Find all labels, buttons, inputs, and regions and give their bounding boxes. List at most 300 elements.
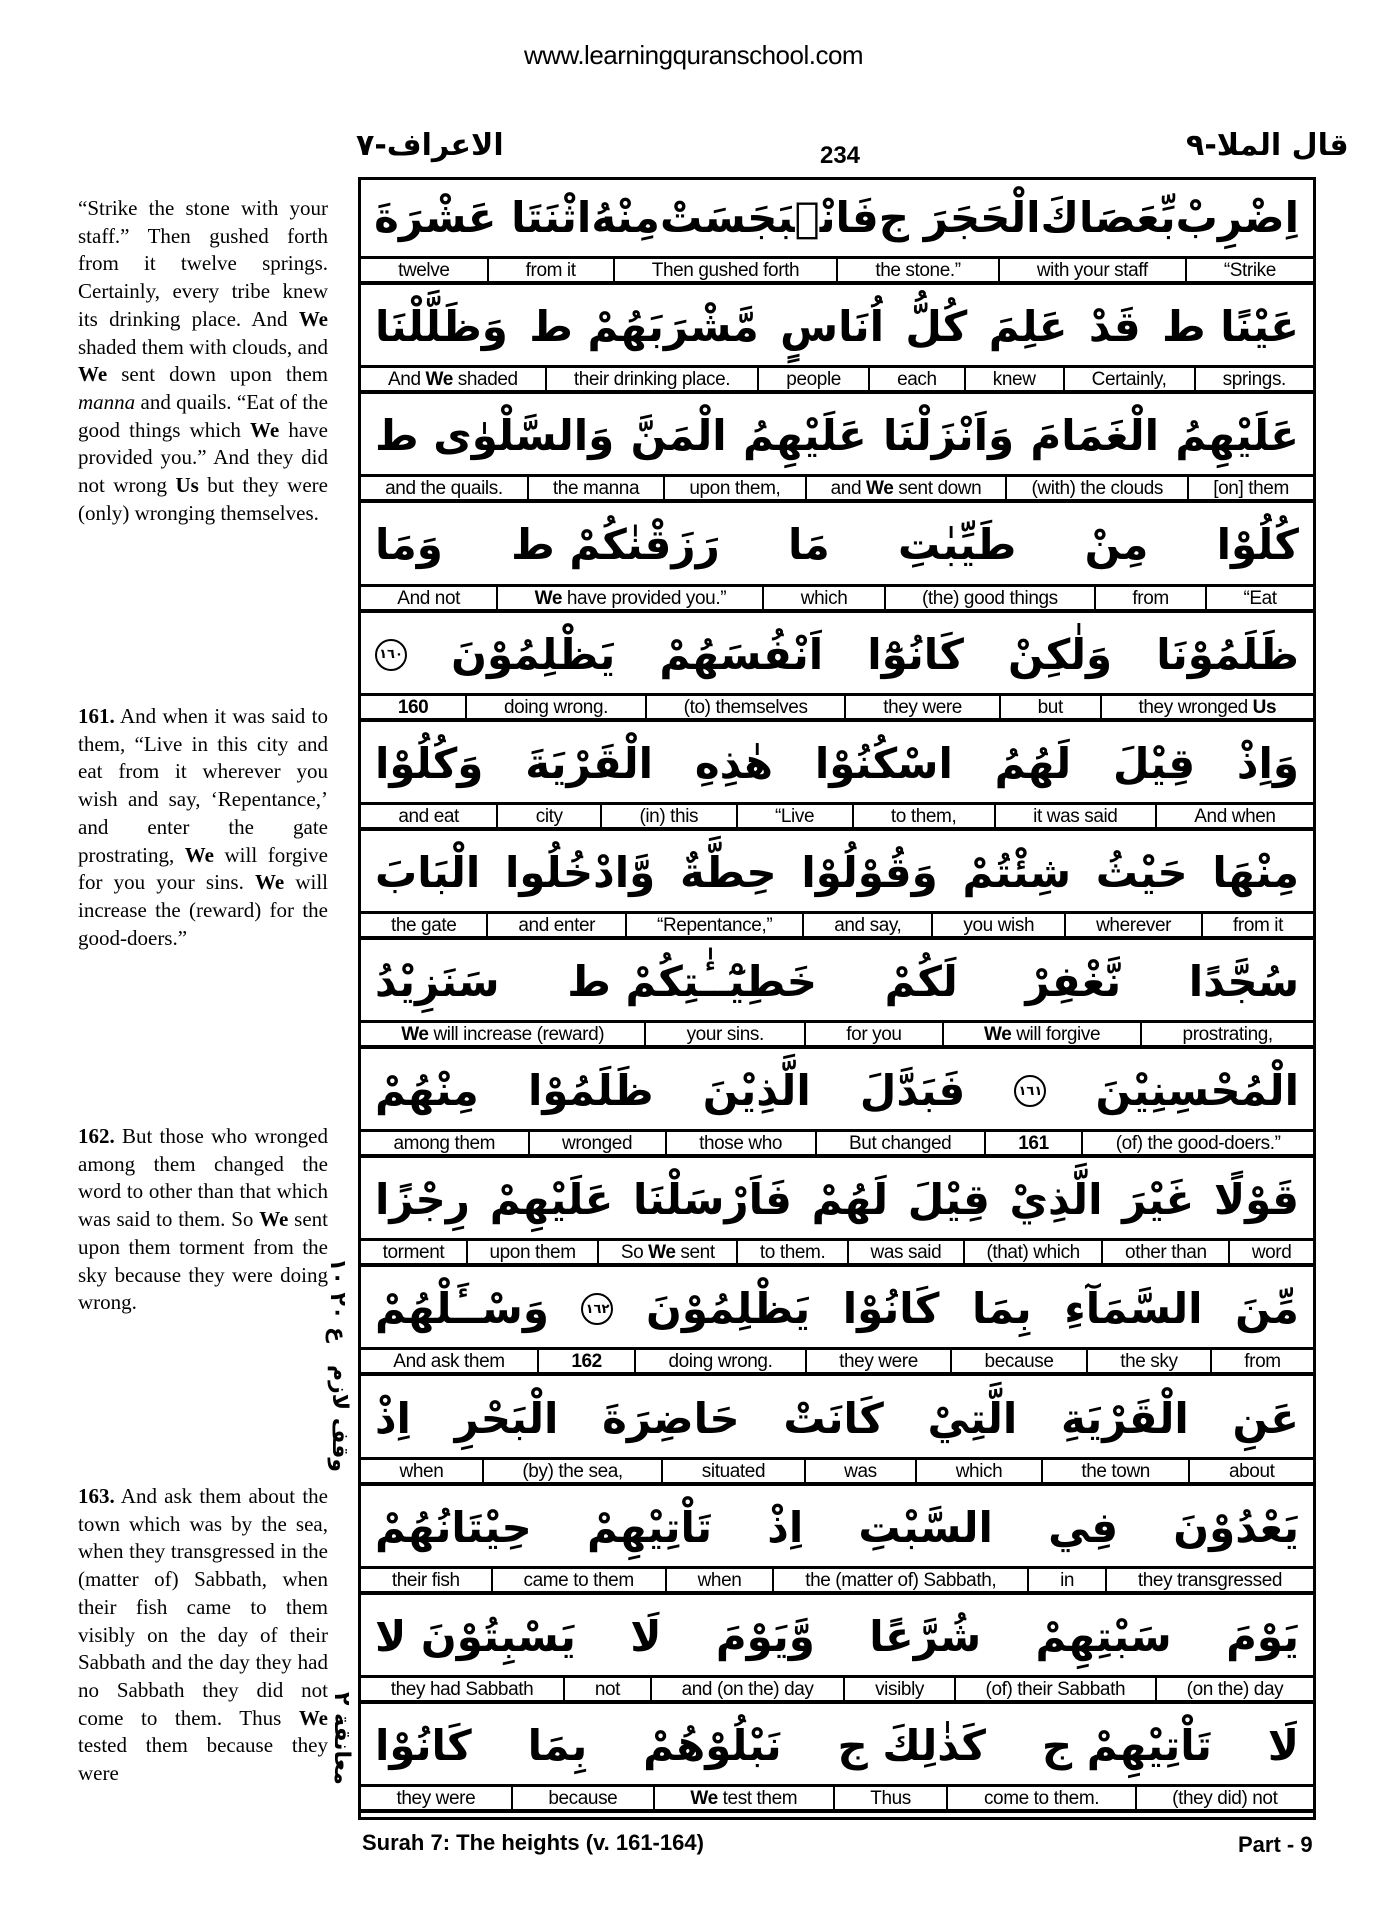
english-gloss-line bbox=[361, 368, 1313, 394]
english-gloss-cell bbox=[847, 1241, 963, 1263]
english-gloss-cell bbox=[950, 1350, 1086, 1372]
arabic-word: عَنِ bbox=[1232, 1393, 1299, 1443]
gloss-text: and say, bbox=[834, 914, 902, 936]
english-gloss-cell bbox=[653, 1787, 833, 1809]
arabic-line bbox=[361, 398, 1313, 477]
english-gloss-line bbox=[361, 477, 1313, 503]
english-gloss-cell bbox=[1064, 914, 1201, 936]
english-gloss-line bbox=[361, 696, 1313, 722]
arabic-word: يَوْمَ bbox=[1226, 1611, 1299, 1661]
arabic-word: شِئْتُمْ bbox=[962, 847, 1072, 897]
gloss-text: visibly bbox=[875, 1678, 924, 1700]
gloss-text: the gate bbox=[390, 914, 457, 936]
english-gloss-cell bbox=[600, 805, 736, 827]
gloss-text: other than bbox=[1125, 1242, 1207, 1264]
emphasis-word: We bbox=[78, 362, 108, 387]
gloss-text: (with) the clouds bbox=[1031, 478, 1164, 500]
arabic-word: الْمُحْسِنِيْنَ bbox=[1095, 1066, 1299, 1116]
english-gloss-cell bbox=[954, 1678, 1155, 1700]
gloss-text: from bbox=[1244, 1351, 1281, 1373]
arabic-word: اِذْ bbox=[375, 1393, 411, 1443]
translation-text: shaded them with clouds, and bbox=[78, 334, 328, 359]
english-gloss-cell bbox=[1135, 1787, 1313, 1809]
arabic-word: كُلُّ bbox=[905, 302, 968, 352]
arabic-word: مِّنَ bbox=[1235, 1284, 1299, 1334]
english-gloss-cell bbox=[1188, 1460, 1313, 1482]
arabic-word: فِي bbox=[1048, 1502, 1119, 1552]
english-gloss-cell bbox=[361, 1350, 537, 1372]
gloss-text: from bbox=[1132, 587, 1169, 609]
english-gloss-cell bbox=[762, 587, 883, 609]
english-gloss-cell bbox=[1100, 696, 1313, 718]
gloss-text: [on] them bbox=[1213, 478, 1289, 500]
arabic-word: رَزَقْنٰكُمْ ط bbox=[511, 520, 720, 570]
gloss-text: “Repentance,” bbox=[657, 914, 773, 936]
gloss-text: knew bbox=[992, 369, 1036, 391]
gloss-text: (to) themselves bbox=[683, 696, 808, 718]
english-gloss-cell bbox=[1027, 1569, 1105, 1591]
gloss-emphasis: We bbox=[534, 587, 562, 609]
english-gloss-cell bbox=[915, 1460, 1041, 1482]
english-gloss-cell bbox=[665, 1569, 773, 1591]
gloss-text: they transgressed bbox=[1137, 1569, 1283, 1591]
gloss-text: situated bbox=[701, 1460, 766, 1482]
english-gloss-cell bbox=[1155, 805, 1313, 827]
english-gloss-cell bbox=[802, 914, 931, 936]
arabic-word: وَقُوْلُوْا bbox=[801, 847, 938, 897]
english-gloss-cell bbox=[1063, 368, 1194, 390]
juz-name-arabic: قال الملا-٩ bbox=[1186, 128, 1349, 163]
arabic-word: عَيْنًا ط bbox=[1161, 302, 1299, 352]
english-gloss-cell bbox=[984, 1132, 1081, 1154]
english-gloss-cell bbox=[804, 1023, 942, 1045]
translation-text: But those who wronged among them changed the word to other than that which was said to them. So bbox=[78, 1124, 328, 1232]
ayah-number-marker: ١٦٠ bbox=[375, 639, 407, 671]
english-gloss-cell bbox=[644, 1023, 804, 1045]
arabic-word: اِذْ bbox=[767, 1502, 804, 1552]
gloss-text: (in) this bbox=[639, 805, 699, 827]
english-gloss-line bbox=[361, 1241, 1313, 1267]
arabic-word: فَاَرْسَلْنَا bbox=[633, 1175, 792, 1225]
gloss-text: and eat bbox=[398, 805, 459, 827]
gloss-text: (of) the good-doers.” bbox=[1115, 1133, 1281, 1155]
gloss-text: sent bbox=[675, 1242, 715, 1264]
arabic-line bbox=[361, 1708, 1313, 1787]
english-gloss-cell bbox=[1201, 914, 1313, 936]
english-gloss-cell bbox=[833, 1787, 947, 1809]
translation-text: and quails. “Eat of the good things which bbox=[78, 389, 328, 442]
arabic-word: اسْكُنُوْا bbox=[814, 738, 953, 788]
verse-number: 163. bbox=[78, 1484, 115, 1508]
gloss-text: Then gushed forth bbox=[651, 260, 800, 282]
english-gloss-cell bbox=[563, 1678, 650, 1700]
verse-row bbox=[361, 1271, 1313, 1376]
emphasis-word: We bbox=[250, 417, 280, 442]
english-gloss-cell bbox=[1228, 1241, 1313, 1263]
arabic-word: فَانْۢبَجَسَتْ bbox=[659, 193, 879, 243]
arabic-word: بِّعَصَاكَ bbox=[1040, 193, 1176, 243]
gloss-text: because bbox=[548, 1787, 618, 1809]
english-gloss-line bbox=[361, 1569, 1313, 1595]
english-gloss-cell bbox=[931, 914, 1064, 936]
english-gloss-cell bbox=[361, 1569, 491, 1591]
gloss-text: among them bbox=[393, 1133, 496, 1155]
gloss-text: have provided you.” bbox=[561, 587, 727, 609]
arabic-line bbox=[361, 1490, 1313, 1569]
gloss-text: in bbox=[1060, 1569, 1075, 1591]
gloss-text: and (on the) day bbox=[681, 1678, 814, 1700]
english-gloss-cell bbox=[361, 914, 486, 936]
arabic-word: وَاِذْ bbox=[1236, 738, 1299, 788]
gloss-text: not bbox=[594, 1678, 621, 1700]
english-gloss-cell bbox=[597, 1241, 736, 1263]
arabic-word: كَانَتْ bbox=[783, 1393, 884, 1443]
arabic-word: بِمَا bbox=[527, 1720, 588, 1770]
gloss-text: “Strike bbox=[1223, 260, 1276, 282]
english-gloss-cell bbox=[1086, 1350, 1210, 1372]
gloss-text: but bbox=[1037, 696, 1063, 718]
arabic-word: وَالسَّلْوٰى ط bbox=[375, 411, 615, 461]
gloss-text: shaded bbox=[452, 369, 518, 391]
verse-row bbox=[361, 726, 1313, 831]
english-gloss-cell bbox=[487, 259, 613, 281]
arabic-word: كَانُوْٓا bbox=[867, 629, 964, 679]
gloss-text: (they did) not bbox=[1172, 1787, 1278, 1809]
english-gloss-cell bbox=[1005, 477, 1187, 499]
arabic-word: الْحَجَرَ ج bbox=[878, 193, 1041, 243]
gloss-text: they were bbox=[396, 1787, 476, 1809]
english-gloss-cell bbox=[361, 1241, 466, 1263]
english-gloss-cell bbox=[804, 1460, 916, 1482]
arabic-word: كَانُوْا bbox=[842, 1284, 940, 1334]
english-gloss-line bbox=[361, 587, 1313, 613]
english-gloss-line bbox=[361, 805, 1313, 831]
arabic-word: عَلَيْهِمُ bbox=[1175, 411, 1299, 461]
arabic-line bbox=[361, 944, 1313, 1023]
english-gloss-cell bbox=[998, 259, 1185, 281]
arabic-line bbox=[361, 1380, 1313, 1459]
arabic-word: عَلِمَ bbox=[988, 302, 1068, 352]
gloss-text: will increase (reward) bbox=[428, 1024, 605, 1046]
english-gloss-cell bbox=[1094, 587, 1205, 609]
arabic-word: لَا bbox=[1267, 1720, 1299, 1770]
english-gloss-cell bbox=[868, 368, 964, 390]
english-gloss-cell bbox=[942, 1023, 1141, 1045]
verse-number: 162. bbox=[78, 1124, 115, 1148]
arabic-word: مِنْهَا bbox=[1212, 847, 1299, 897]
gloss-text: was said bbox=[870, 1242, 942, 1264]
translation-block-162 bbox=[78, 1123, 328, 1317]
gloss-text: “Live bbox=[774, 805, 815, 827]
page-number: 234 bbox=[819, 142, 861, 169]
arabic-word: سُجَّدًا bbox=[1188, 956, 1299, 1006]
gloss-text: city bbox=[535, 805, 563, 827]
english-gloss-cell bbox=[843, 1678, 953, 1700]
gloss-text: upon them bbox=[489, 1242, 576, 1264]
english-gloss-cell bbox=[491, 1569, 665, 1591]
english-gloss-cell bbox=[545, 368, 757, 390]
english-gloss-cell bbox=[361, 1023, 644, 1045]
arabic-word: كَانُوْا bbox=[375, 1720, 472, 1770]
gloss-emphasis: We bbox=[984, 1024, 1012, 1046]
arabic-word: الَّتِيْ bbox=[927, 1393, 1018, 1443]
gloss-text: their fish bbox=[391, 1569, 460, 1591]
arabic-word: الْبَابَ bbox=[375, 847, 481, 897]
gloss-text: come to them. bbox=[983, 1787, 1100, 1809]
arabic-word: وَّادْخُلُوا bbox=[505, 847, 656, 897]
english-gloss-cell bbox=[852, 805, 994, 827]
english-gloss-cell bbox=[736, 1241, 847, 1263]
gloss-text: the stone.” bbox=[875, 260, 961, 282]
english-gloss-cell bbox=[999, 696, 1100, 718]
english-gloss-cell bbox=[511, 1787, 653, 1809]
ruku-mark: ع ۲۰ ۱۰ bbox=[325, 1258, 350, 1343]
english-gloss-line bbox=[361, 1350, 1313, 1376]
italic-word: manna bbox=[78, 389, 136, 414]
verse-row bbox=[361, 944, 1313, 1049]
gloss-text: it was said bbox=[1033, 805, 1118, 827]
gloss-text: (the) good things bbox=[921, 587, 1058, 609]
english-gloss-cell bbox=[963, 1241, 1102, 1263]
gloss-emphasis: 162 bbox=[571, 1351, 602, 1373]
arabic-word: لَهُمُ bbox=[994, 738, 1072, 788]
arabic-word: مِنْهُ bbox=[591, 193, 660, 243]
english-gloss-cell bbox=[1187, 477, 1313, 499]
verse-row bbox=[361, 1162, 1313, 1267]
english-gloss-cell bbox=[361, 368, 545, 390]
gloss-text: which bbox=[800, 587, 848, 609]
english-gloss-cell bbox=[1210, 1350, 1313, 1372]
english-gloss-cell bbox=[836, 259, 998, 281]
arabic-word: رِجْزًا bbox=[375, 1175, 470, 1225]
translation-block-163 bbox=[78, 1483, 328, 1788]
arabic-word: الْقَرْيَةَ bbox=[525, 738, 653, 788]
english-gloss-cell bbox=[1041, 1460, 1189, 1482]
gloss-text: word bbox=[1251, 1242, 1292, 1264]
gloss-text: from it bbox=[1233, 914, 1284, 936]
ayah-end-marker bbox=[581, 1293, 613, 1325]
gloss-text: when bbox=[399, 1460, 444, 1482]
gloss-text: Certainly, bbox=[1091, 369, 1167, 391]
english-gloss-cell bbox=[361, 477, 527, 499]
gloss-text: and bbox=[830, 478, 867, 500]
arabic-word: بِمَا bbox=[972, 1284, 1032, 1334]
arabic-word: قَدْ bbox=[1088, 302, 1141, 352]
arabic-word: يَسْبِتُوْنَ لا bbox=[375, 1611, 576, 1661]
english-gloss-cell bbox=[1205, 587, 1313, 609]
gloss-text: wronged bbox=[562, 1133, 633, 1155]
verse-row bbox=[361, 1053, 1313, 1158]
arabic-word: حَيْثُ bbox=[1095, 847, 1188, 897]
english-gloss-cell bbox=[496, 587, 762, 609]
arabic-line bbox=[361, 726, 1313, 805]
arabic-word: وَسْــَٔلْهُمْ bbox=[375, 1284, 549, 1334]
arabic-line bbox=[361, 1053, 1313, 1132]
arabic-word: لَهُمْ bbox=[811, 1175, 888, 1225]
verse-row bbox=[361, 1599, 1313, 1704]
english-gloss-cell bbox=[665, 1132, 815, 1154]
verse-row bbox=[361, 180, 1313, 285]
english-gloss-line bbox=[361, 1787, 1313, 1813]
english-gloss-line bbox=[361, 1132, 1313, 1158]
arabic-word: اثْنَتَا عَشْرَةَ bbox=[374, 193, 592, 243]
gloss-text: the town bbox=[1081, 1460, 1150, 1482]
arabic-word: عَلَيْهِمُ bbox=[743, 411, 867, 461]
arabic-word: هٰذِهِ bbox=[694, 738, 774, 788]
english-gloss-cell bbox=[625, 914, 802, 936]
arabic-word: حِيْتَانُهُمْ bbox=[375, 1502, 532, 1552]
english-gloss-cell bbox=[361, 259, 487, 281]
translation-text: tested them because they were bbox=[78, 1733, 328, 1786]
arabic-word: حِطَّةٌ bbox=[679, 847, 777, 897]
arabic-word: وَكُلُوْا bbox=[375, 738, 484, 788]
arabic-word: لَا bbox=[630, 1611, 662, 1661]
surah-name-arabic: الاعراف-٧ bbox=[356, 128, 504, 163]
verse-row bbox=[361, 835, 1313, 940]
gloss-text: And not bbox=[397, 587, 460, 609]
emphasis-word: We bbox=[184, 842, 214, 867]
verse-row bbox=[361, 398, 1313, 503]
arabic-line bbox=[361, 507, 1313, 586]
english-gloss-cell bbox=[884, 587, 1094, 609]
english-gloss-cell bbox=[736, 805, 852, 827]
arabic-word: اَنْفُسَهُمْ bbox=[659, 629, 824, 679]
gloss-text: about bbox=[1228, 1460, 1275, 1482]
arabic-word: خَطِيْٓــٰٔتِكُمْ ط bbox=[567, 956, 817, 1006]
translation-block-160 bbox=[78, 195, 328, 527]
arabic-line bbox=[361, 617, 1313, 696]
translation-text: And ask them about the town which was by the sea, when they transgressed in the (matter of) Sabbath, when their fish came to them visibly on the day of their Sabbath and the day they had no Sabbath they did not come to them. Thus bbox=[78, 1484, 328, 1730]
gloss-text: to them. bbox=[759, 1242, 826, 1264]
translation-text: have provided you.” And they did not wrong bbox=[78, 417, 328, 498]
verse-row bbox=[361, 1380, 1313, 1485]
arabic-word: وَمَا bbox=[375, 520, 443, 570]
english-gloss-cell bbox=[465, 696, 645, 718]
gloss-text: test them bbox=[717, 1787, 798, 1809]
site-url[interactable]: www.learningquranschool.com bbox=[523, 40, 864, 70]
english-gloss-cell bbox=[361, 587, 496, 609]
arabic-word: مَا bbox=[788, 520, 830, 570]
arabic-word: كُلُوْا bbox=[1216, 520, 1299, 570]
english-gloss-cell bbox=[361, 1132, 528, 1154]
ayah-end-marker bbox=[1014, 1075, 1046, 1107]
gloss-emphasis: We bbox=[866, 478, 894, 500]
gloss-text: doing wrong. bbox=[504, 696, 609, 718]
arabic-word: لَكُمْ bbox=[884, 956, 958, 1006]
gloss-text: they had Sabbath bbox=[390, 1678, 534, 1700]
gloss-text: those who bbox=[699, 1133, 783, 1155]
verse-row bbox=[361, 1490, 1313, 1595]
english-gloss-cell bbox=[361, 805, 496, 827]
english-gloss-cell bbox=[537, 1350, 634, 1372]
gloss-text: And when bbox=[1194, 805, 1276, 827]
arabic-word: اُنَاسٍ bbox=[780, 302, 885, 352]
gloss-text: came to them bbox=[523, 1569, 634, 1591]
gloss-text: sent down bbox=[893, 478, 982, 500]
gloss-emphasis: 160 bbox=[397, 696, 429, 718]
arabic-word: وَلٰكِنْ bbox=[1008, 629, 1113, 679]
ayah-end-marker bbox=[375, 639, 407, 671]
english-gloss-cell bbox=[645, 696, 845, 718]
gloss-text: they were bbox=[883, 696, 962, 718]
arabic-word: قَوْلًا bbox=[1213, 1175, 1299, 1225]
english-gloss-cell bbox=[361, 1678, 563, 1700]
gloss-text: each bbox=[897, 369, 937, 391]
arabic-word: اِضْرِبْ bbox=[1175, 193, 1299, 243]
translation-text: And when it was said to them, “Live in this city and eat from it wherever you wish and say, ‘Repentance,’ and enter the gate prostrating, bbox=[78, 704, 328, 867]
english-gloss-cell bbox=[757, 368, 868, 390]
emphasis-word: We bbox=[298, 1705, 328, 1730]
gloss-emphasis: Us bbox=[1252, 696, 1277, 718]
arabic-word: وَظَلَّلْنَا bbox=[375, 302, 508, 352]
gloss-text: your sins. bbox=[686, 1024, 764, 1046]
english-gloss-line bbox=[361, 1460, 1313, 1486]
english-gloss-cell bbox=[1140, 1023, 1313, 1045]
arabic-word: ظَلَمُوْا bbox=[527, 1066, 654, 1116]
gloss-text: for you bbox=[846, 1024, 902, 1046]
english-gloss-cell bbox=[1105, 1569, 1313, 1591]
english-gloss-cell bbox=[994, 805, 1155, 827]
arabic-word: يَظْلِمُوْنَ bbox=[646, 1284, 811, 1334]
gloss-text: and the quails. bbox=[385, 478, 503, 500]
verse-row bbox=[361, 289, 1313, 394]
verse-number: 161. bbox=[78, 704, 115, 728]
gloss-text: (of) their Sabbath bbox=[985, 1678, 1126, 1700]
english-gloss-cell bbox=[496, 805, 600, 827]
arabic-line bbox=[361, 1599, 1313, 1678]
gloss-emphasis: We bbox=[648, 1242, 676, 1264]
gloss-text: people bbox=[786, 369, 841, 391]
gloss-text: from it bbox=[525, 260, 576, 282]
gloss-text: So bbox=[620, 1242, 649, 1264]
gloss-text: because bbox=[984, 1351, 1054, 1373]
english-gloss-cell bbox=[1155, 1678, 1313, 1700]
arabic-word: فَبَدَّلَ bbox=[859, 1066, 966, 1116]
arabic-word: يَعْدُوْنَ bbox=[1173, 1502, 1299, 1552]
english-gloss-cell bbox=[527, 477, 663, 499]
gloss-text: torment bbox=[382, 1242, 445, 1264]
arabic-word: الْمَنَّ bbox=[630, 411, 727, 461]
english-gloss-cell bbox=[361, 1460, 482, 1482]
footer-surah-title: Surah 7: The heights (v. 161-164) bbox=[362, 1830, 704, 1855]
english-gloss-line bbox=[361, 1678, 1313, 1704]
arabic-word: الَّذِيْ bbox=[1009, 1175, 1103, 1225]
english-gloss-cell bbox=[634, 1350, 805, 1372]
emphasis-word: We bbox=[259, 1207, 289, 1232]
arabic-word: تَاْتِيْهِمْ ج bbox=[1041, 1720, 1212, 1770]
verse-row bbox=[361, 617, 1313, 722]
translation-text: sent down upon them bbox=[107, 362, 328, 387]
arabic-word: مِنْ bbox=[1084, 520, 1149, 570]
gloss-text: will forgive bbox=[1011, 1024, 1101, 1046]
english-gloss-cell bbox=[1194, 368, 1313, 390]
gloss-text: upon them, bbox=[689, 478, 781, 500]
arabic-word: الْبَحْرِ bbox=[454, 1393, 559, 1443]
english-gloss-cell bbox=[613, 259, 837, 281]
gloss-text: to them, bbox=[890, 805, 957, 827]
waqf-lazim-mark: وقف لازم bbox=[327, 1365, 352, 1473]
english-gloss-cell bbox=[772, 1569, 1027, 1591]
gloss-text: And ask them bbox=[393, 1351, 505, 1373]
arabic-word: كَذٰلِكَ ج bbox=[837, 1720, 986, 1770]
english-gloss-cell bbox=[964, 368, 1063, 390]
arabic-word: شُرَّعًا bbox=[869, 1611, 982, 1661]
arabic-line bbox=[361, 180, 1313, 259]
translation-text: “Strike the stone with your staff.” Then gushed forth from it twelve springs. Certainly, every tribe knew its drinking place. And bbox=[78, 196, 328, 331]
arabic-word: نَّغْفِرْ bbox=[1025, 956, 1122, 1006]
emphasis-word: Us bbox=[175, 473, 199, 498]
arabic-word: مِنْهُمْ bbox=[375, 1066, 479, 1116]
